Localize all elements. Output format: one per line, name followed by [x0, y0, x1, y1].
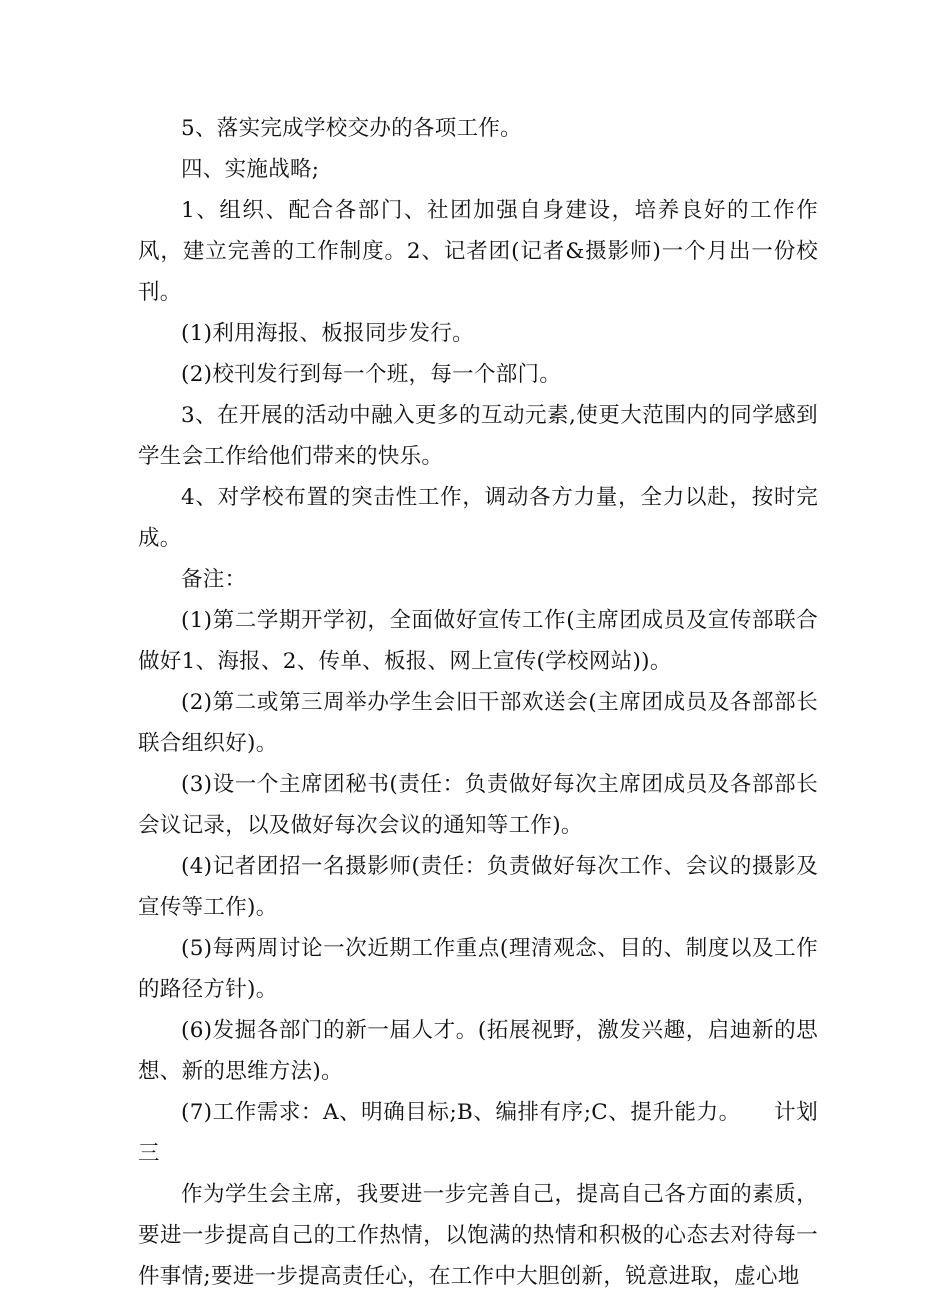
paragraph: (3)设一个主席团秘书(责任：负责做好每次主席团成员及各部部长会议记录，以及做好每次会议的通知等工作)。: [138, 772, 818, 838]
paragraph: (7)工作需求：A、明确目标;B、编排有序;C、提升能力。 计划三: [138, 1100, 818, 1166]
notes-heading: 备注：: [181, 567, 247, 592]
paragraph: 4、对学校布置的突击性工作，调动各方力量，全力以赴，按时完成。: [138, 485, 818, 551]
paragraph: (1)第二学期开学初，全面做好宣传工作(主席团成员及宣传部联合做好1、海报、2、传单、板报、网上宣传(学校网站))。: [138, 608, 818, 674]
paragraph: (6)发掘各部门的新一届人才。(拓展视野，激发兴趣，启迪新的思想、新的思维方法)。: [138, 1018, 818, 1084]
paragraph: 3、在开展的活动中融入更多的互动元素,使更大范围内的同学感到学生会工作给他们带来的快乐。: [138, 403, 818, 469]
paragraph: 作为学生会主席，我要进一步完善自己，提高自己各方面的素质，要进一步提高自己的工作热情，以饱满的热情和积极的心态去对待每一件事情;要进一步提高责任心，在工作中大胆创新，锐意进取，虚心地: [138, 1182, 818, 1289]
paragraph: 1、组织、配合各部门、社团加强自身建设，培养良好的工作作风，建立完善的工作制度。2、记者团(记者&摄影师)一个月出一份校刊。: [138, 198, 818, 305]
paragraph: (2)第二或第三周举办学生会旧干部欢送会(主席团成员及各部部长联合组织好)。: [138, 690, 818, 756]
section-heading: 四、实施战略;: [181, 157, 320, 182]
paragraph: (4)记者团招一名摄影师(责任：负责做好每次工作、会议的摄影及宣传等工作)。: [138, 854, 818, 920]
paragraph: 5、落实完成学校交办的各项工作。: [181, 116, 522, 141]
document-body: [138, 108, 818, 1297]
paragraph: (2)校刊发行到每一个班，每一个部门。: [181, 362, 562, 387]
paragraph: (1)利用海报、板报同步发行。: [181, 321, 474, 346]
paragraph: (5)每两周讨论一次近期工作重点(理清观念、目的、制度以及工作的路径方针)。: [138, 936, 818, 1002]
